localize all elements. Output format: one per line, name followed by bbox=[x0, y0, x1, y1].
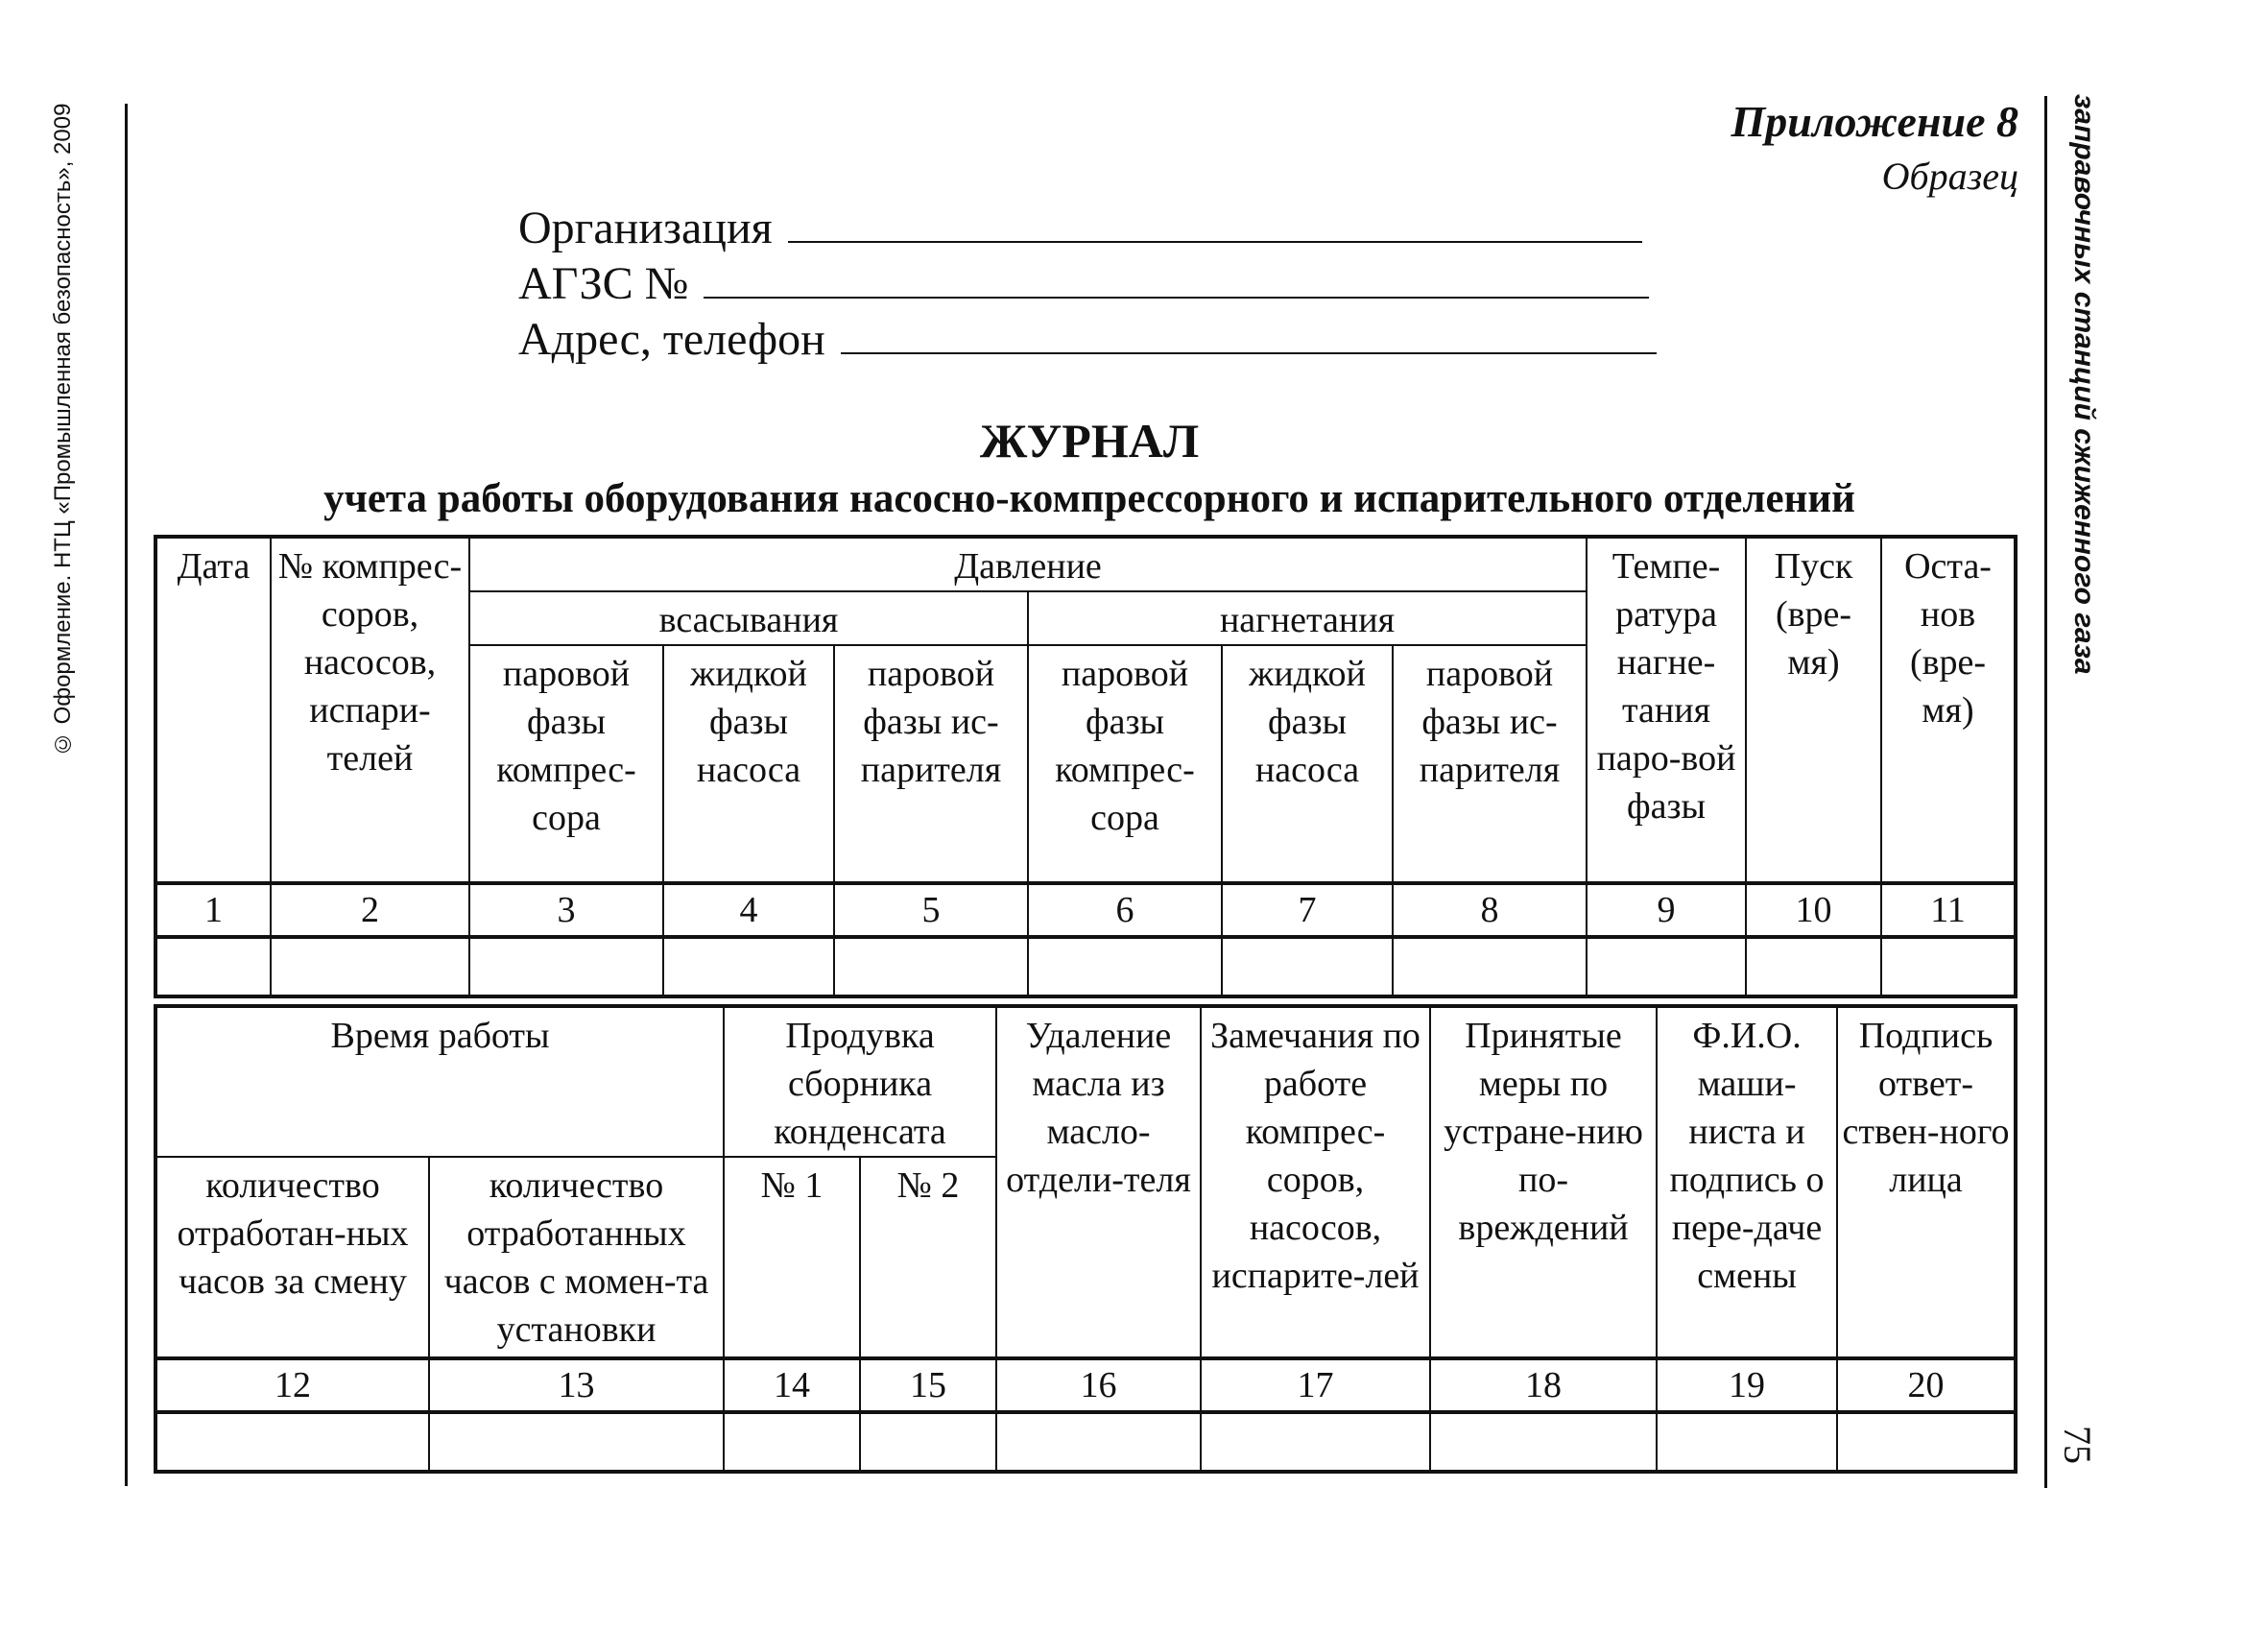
table-row bbox=[155, 937, 2016, 996]
copyright-vertical: © Оформление. НТЦ «Промышленная безопасность», 2009 bbox=[50, 104, 76, 757]
col-number: 5 bbox=[834, 883, 1028, 937]
entry-cell[interactable] bbox=[429, 1412, 724, 1472]
entry-cell[interactable] bbox=[155, 1412, 429, 1472]
organization-line bbox=[788, 203, 1642, 243]
col-measures: Принятые меры по устране-нию по-вреждений bbox=[1430, 1006, 1657, 1358]
entry-cell[interactable] bbox=[271, 937, 469, 996]
entry-cell[interactable] bbox=[469, 937, 663, 996]
entry-cell[interactable] bbox=[1028, 937, 1222, 996]
entry-cell[interactable] bbox=[860, 1412, 996, 1472]
col-number: 13 bbox=[429, 1358, 724, 1412]
entry-cell[interactable] bbox=[1201, 1412, 1430, 1472]
col-number: 7 bbox=[1222, 883, 1393, 937]
sample-label: Образец bbox=[1881, 155, 2018, 198]
col-discharge: нагнетания bbox=[1028, 591, 1587, 645]
station-field bbox=[518, 257, 1649, 310]
col-hours-install: количество отработанных часов с момен-та установки bbox=[429, 1157, 724, 1358]
left-rule bbox=[125, 104, 128, 1486]
col-number: 15 bbox=[860, 1358, 996, 1412]
col-number: 8 bbox=[1393, 883, 1587, 937]
col-discharge-vapor-compressor: паровой фазы компрес-сора bbox=[1028, 645, 1222, 883]
table-row bbox=[155, 1412, 2016, 1472]
appendix-label: Приложение 8 bbox=[1731, 97, 2018, 146]
column-numbers-row bbox=[155, 883, 2016, 937]
col-number: 11 bbox=[1881, 883, 2016, 937]
station-line bbox=[704, 258, 1649, 299]
entry-cell[interactable] bbox=[663, 937, 834, 996]
col-blowdown: Продувка сборника конденсата bbox=[724, 1006, 996, 1157]
entry-cell[interactable] bbox=[1222, 937, 1393, 996]
running-title-vertical: заправочных станций сжиженного газа bbox=[2068, 94, 2100, 675]
journal-title: ЖУРНАЛ bbox=[979, 414, 1200, 468]
col-number: 3 bbox=[469, 883, 663, 937]
col-operator: Ф.И.О. маши-ниста и подпись о пере-даче смены bbox=[1657, 1006, 1837, 1358]
entry-cell[interactable] bbox=[1393, 937, 1587, 996]
col-suction-liquid-pump: жидкой фазы насоса bbox=[663, 645, 834, 883]
col-equipment-number: № компрес-соров, насосов, испари-телей bbox=[271, 537, 469, 883]
col-date: Дата bbox=[155, 537, 271, 883]
entry-cell[interactable] bbox=[1881, 937, 2016, 996]
col-start-time: Пуск (вре-мя) bbox=[1746, 537, 1881, 883]
col-discharge-vapor-evaporator: паровой фазы ис-парителя bbox=[1393, 645, 1587, 883]
right-rule bbox=[2044, 96, 2047, 1488]
journal-table-1 bbox=[154, 535, 2017, 998]
column-numbers-row bbox=[155, 1358, 2016, 1412]
col-discharge-liquid-pump: жидкой фазы насоса bbox=[1222, 645, 1393, 883]
entry-cell[interactable] bbox=[724, 1412, 860, 1472]
col-collector-1: № 1 bbox=[724, 1157, 860, 1358]
col-number: 2 bbox=[271, 883, 469, 937]
col-number: 6 bbox=[1028, 883, 1222, 937]
entry-cell[interactable] bbox=[1837, 1412, 2016, 1472]
col-pressure: Давление bbox=[469, 537, 1587, 591]
col-number: 18 bbox=[1430, 1358, 1657, 1412]
address-label: Адрес, телефон bbox=[518, 314, 825, 365]
col-number: 9 bbox=[1587, 883, 1746, 937]
col-work-time: Время работы bbox=[155, 1006, 724, 1157]
col-number: 19 bbox=[1657, 1358, 1837, 1412]
address-field bbox=[518, 313, 1657, 366]
col-number: 4 bbox=[663, 883, 834, 937]
entry-cell[interactable] bbox=[1746, 937, 1881, 996]
journal-table-2 bbox=[154, 1004, 2017, 1474]
col-number: 20 bbox=[1837, 1358, 2016, 1412]
col-suction: всасывания bbox=[469, 591, 1028, 645]
col-suction-vapor-evaporator: паровой фазы ис-парителя bbox=[834, 645, 1028, 883]
page-number: 75 bbox=[2056, 1426, 2099, 1464]
col-remarks: Замечания по работе компрес-соров, насосов, испарите-лей bbox=[1201, 1006, 1430, 1358]
col-number: 16 bbox=[996, 1358, 1201, 1412]
col-number: 14 bbox=[724, 1358, 860, 1412]
col-number: 12 bbox=[155, 1358, 429, 1412]
entry-cell[interactable] bbox=[996, 1412, 1201, 1472]
station-label: АГЗС № bbox=[518, 258, 689, 309]
address-line bbox=[841, 314, 1657, 354]
col-suction-vapor-compressor: паровой фазы компрес-сора bbox=[469, 645, 663, 883]
entry-cell[interactable] bbox=[1430, 1412, 1657, 1472]
col-hours-shift: количество отработан-ных часов за смену bbox=[155, 1157, 429, 1358]
col-temperature: Темпе-ратура нагне-тания паро-вой фазы bbox=[1587, 537, 1746, 883]
organization-field bbox=[518, 202, 1642, 254]
entry-cell[interactable] bbox=[155, 937, 271, 996]
entry-cell[interactable] bbox=[1587, 937, 1746, 996]
col-number: 1 bbox=[155, 883, 271, 937]
organization-label: Организация bbox=[518, 203, 773, 253]
col-signature: Подпись ответ-ствен-ного лица bbox=[1837, 1006, 2016, 1358]
col-oil-removal: Удаление масла из масло-отдели-теля bbox=[996, 1006, 1201, 1358]
col-number: 17 bbox=[1201, 1358, 1430, 1412]
col-collector-2: № 2 bbox=[860, 1157, 996, 1358]
entry-cell[interactable] bbox=[1657, 1412, 1837, 1472]
col-number: 10 bbox=[1746, 883, 1881, 937]
entry-cell[interactable] bbox=[834, 937, 1028, 996]
col-stop-time: Оста-нов (вре-мя) bbox=[1881, 537, 2016, 883]
journal-subtitle: учета работы оборудования насосно-компрессорного и испарительного отделений bbox=[323, 476, 1855, 521]
